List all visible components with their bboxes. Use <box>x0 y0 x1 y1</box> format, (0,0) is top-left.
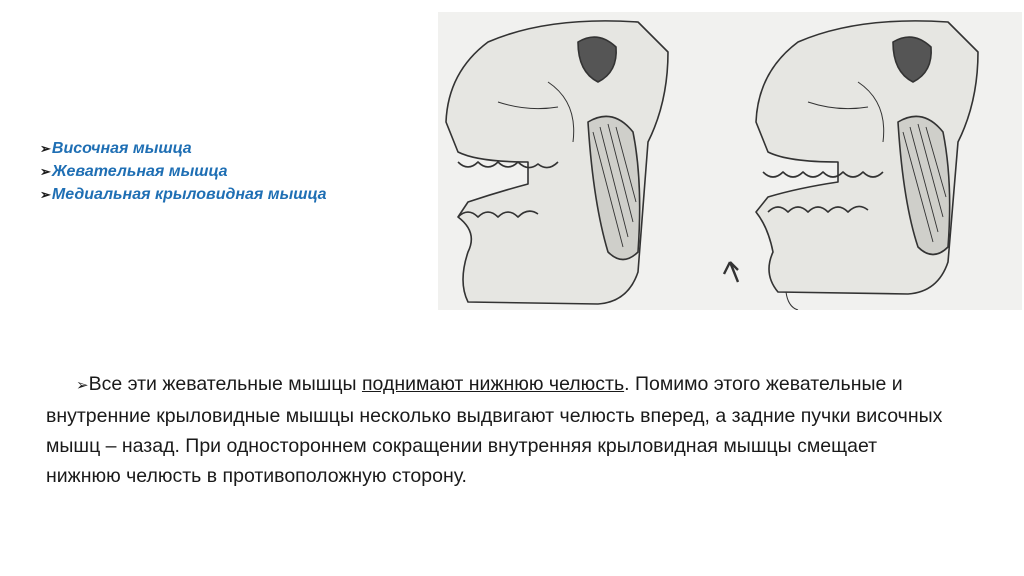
muscle-list <box>40 137 327 206</box>
arrow-bullet-icon: ➢ <box>40 141 51 156</box>
list-item: ➢Жевательная мышца <box>40 163 228 180</box>
skull-jaw-muscles-icon <box>438 12 1022 310</box>
arrow-bullet-icon: ➢ <box>76 377 89 394</box>
arrow-bullet-icon: ➢ <box>40 164 51 179</box>
anatomy-illustration <box>438 12 1022 310</box>
arrow-bullet-icon: ➢ <box>40 187 51 202</box>
description-paragraph: ➢Все эти жевательные мышцы поднимают нижнюю челюсть. Помимо этого жевательные и внутренние крыловидные мышцы несколько выдвигают челюсть вперед, а задние пучки височных мышц – назад. При одностороннем сокращении внутренняя крыловидная мышцы смещает нижнюю челюсть в противоположную сторону. <box>46 373 943 487</box>
list-item: ➢Медиальная крыловидная мышца <box>40 186 327 203</box>
underlined-phrase: поднимают нижнюю челюсть <box>361 373 625 395</box>
list-item: ➢Височная мышца <box>40 140 192 157</box>
